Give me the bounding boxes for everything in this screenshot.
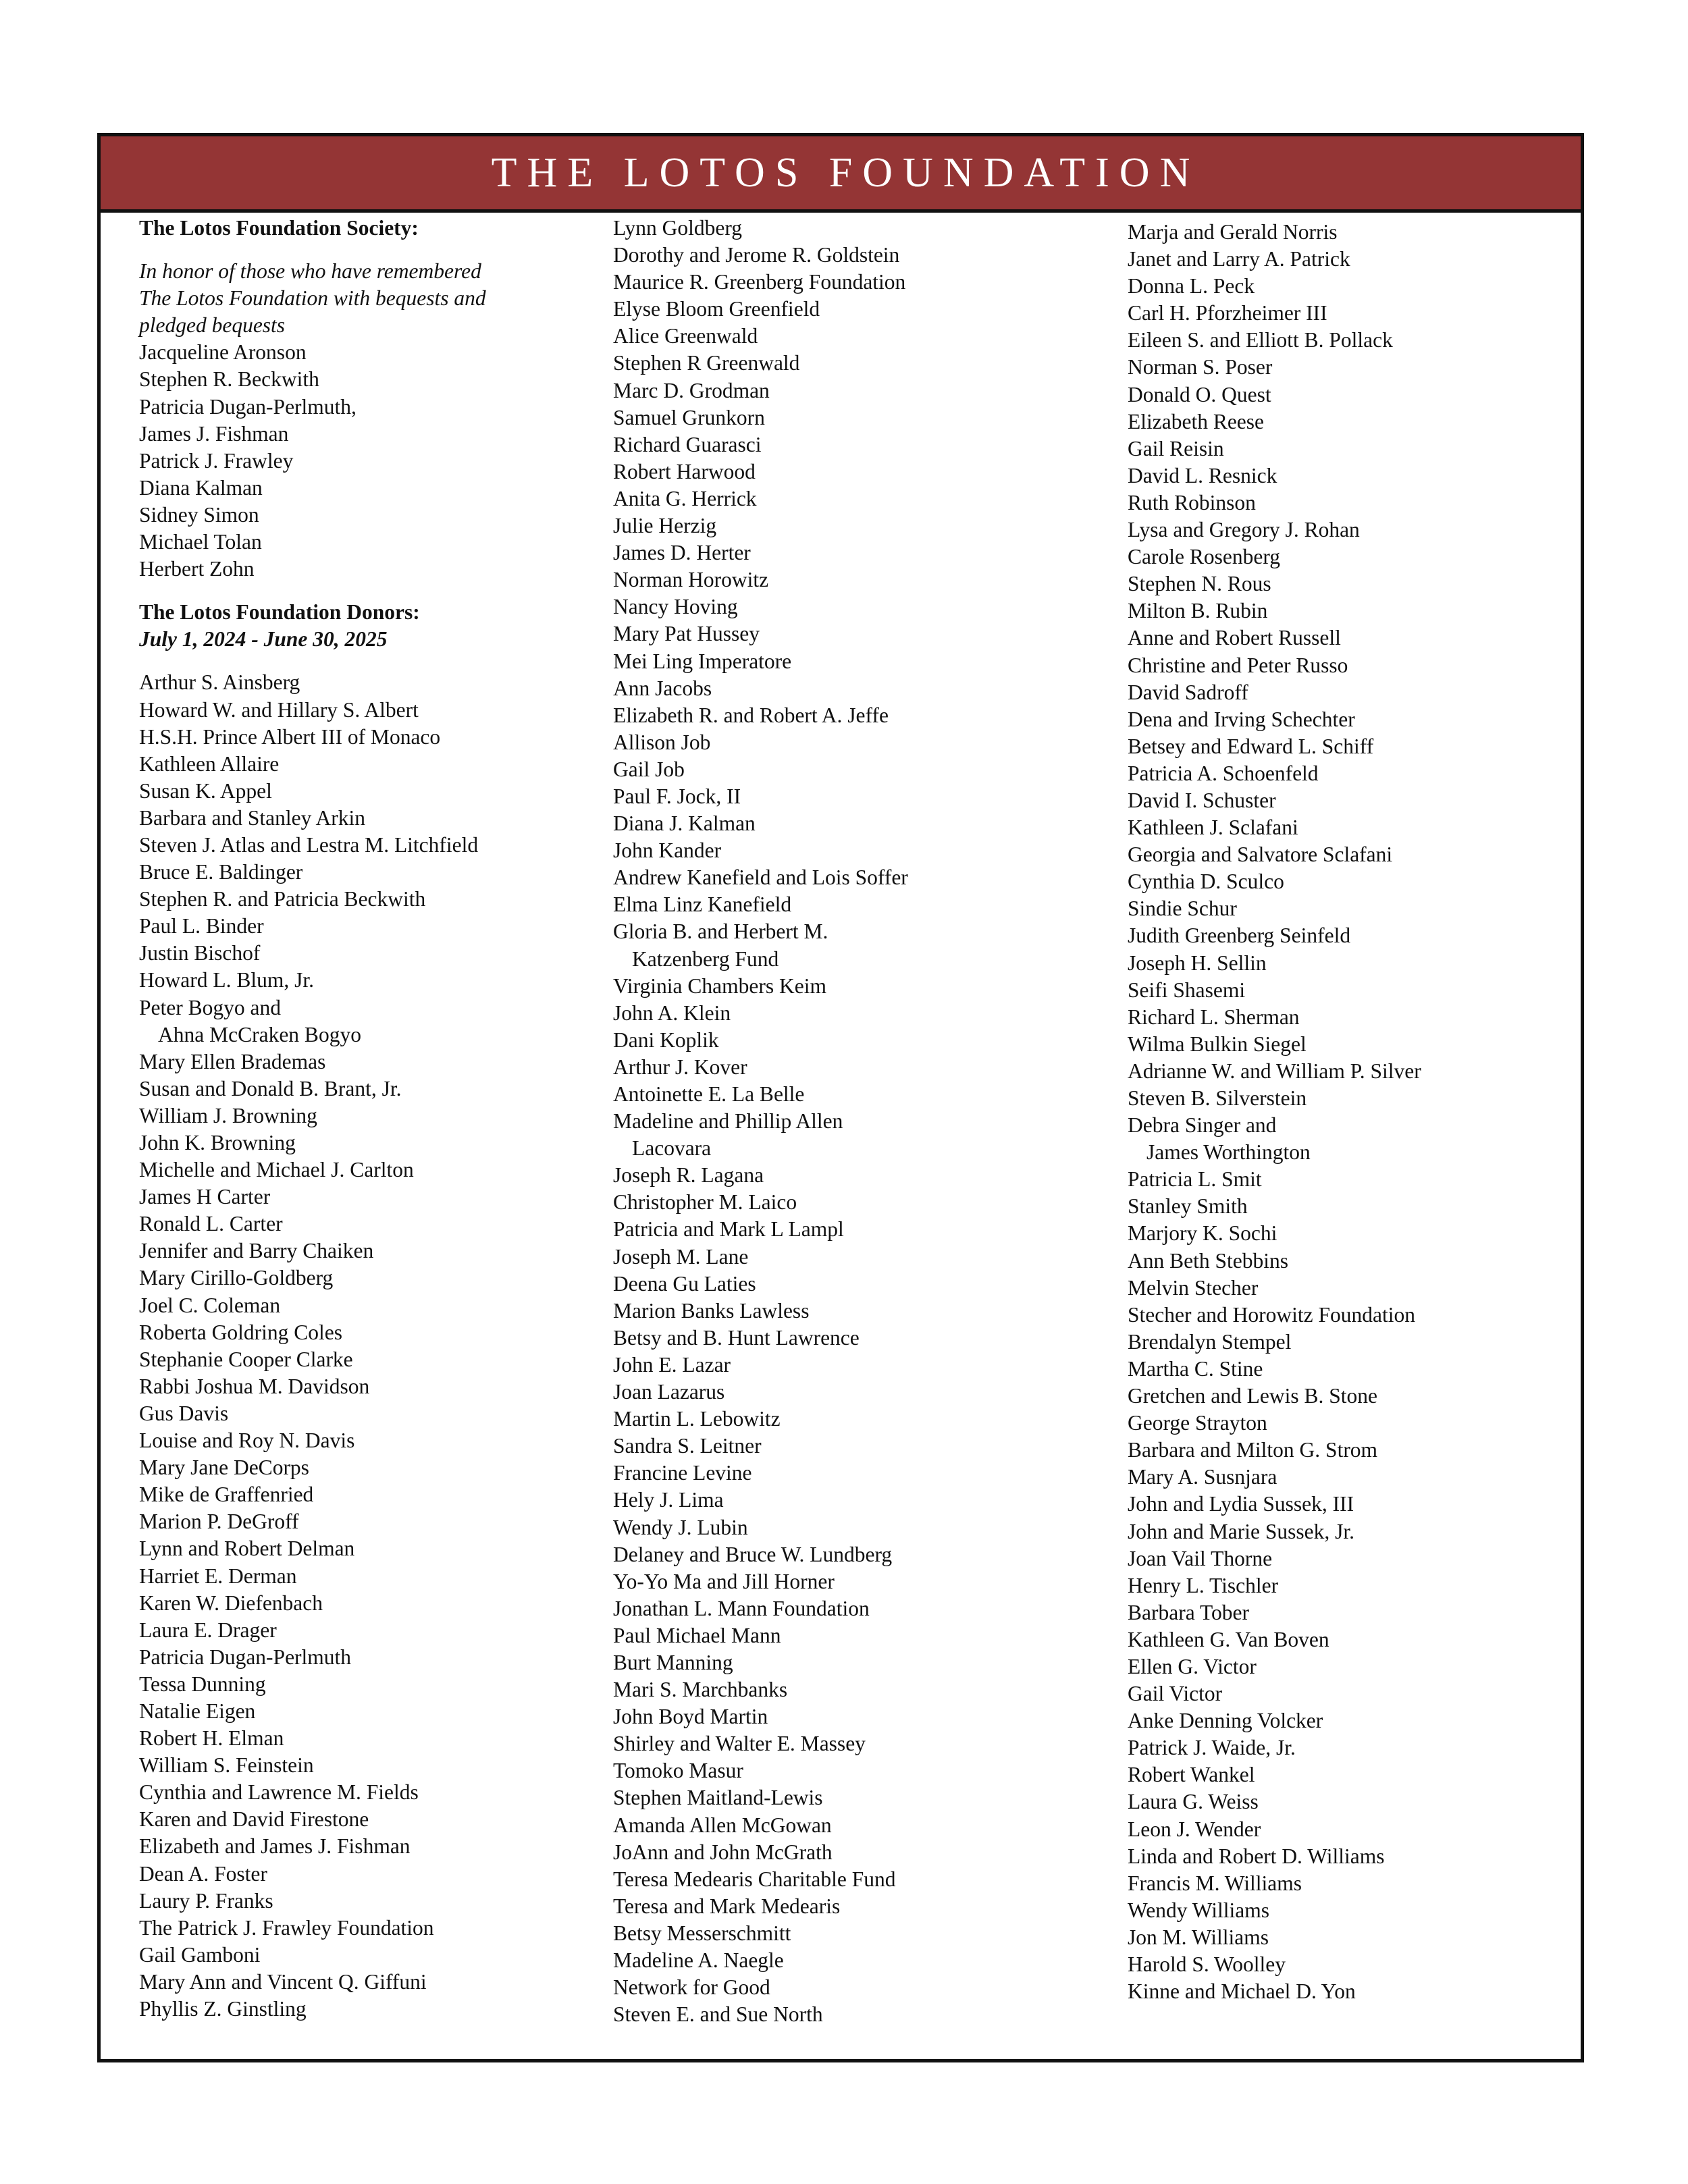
donor-name: Norman Horowitz <box>613 568 769 592</box>
donor-name: Yo-Yo Ma and Jill Horner <box>613 1569 835 1593</box>
donor-name: Katzenberg Fund <box>632 947 779 971</box>
donor-name: Gretchen and Lewis B. Stone <box>1128 1384 1378 1408</box>
donor-name: Elizabeth R. and Robert A. Jeffe <box>613 703 889 727</box>
donor-name: Maurice R. Greenberg Foundation <box>613 270 906 294</box>
donor-name: Roberta Goldring Coles <box>139 1320 342 1344</box>
donor-name: Mei Ling Imperatore <box>613 649 792 673</box>
donor-name: Betsey and Edward L. Schiff <box>1128 734 1374 758</box>
donor-name: Patricia Dugan-Perlmuth <box>139 1645 352 1669</box>
donor-name: Antoinette E. La Belle <box>613 1082 805 1106</box>
donor-name: Stephen N. Rous <box>1128 572 1271 596</box>
society-name: Patrick J. Frawley <box>139 448 294 473</box>
column-2 <box>613 215 908 2028</box>
donor-name: Elizabeth and James J. Fishman <box>139 1834 411 1859</box>
donor-name: Elyse Bloom Greenfield <box>613 297 820 321</box>
donor-name: Paul F. Jock, II <box>613 784 741 808</box>
society-name: Herbert Zohn <box>139 557 255 581</box>
donor-name: Karen W. Diefenbach <box>139 1591 323 1615</box>
donor-name: Teresa and Mark Medearis <box>613 1894 841 1918</box>
donor-name: Steven J. Atlas and Lestra M. Litchfield <box>139 832 479 857</box>
donor-name: Adrianne W. and William P. Silver <box>1128 1059 1421 1083</box>
donor-name: Patricia and Mark L Lampl <box>613 1217 844 1242</box>
donor-name: Joseph R. Lagana <box>613 1163 764 1188</box>
donor-name: William S. Feinstein <box>139 1753 314 1778</box>
donor-name: John K. Browning <box>139 1131 296 1154</box>
donor-name: Kinne and Michael D. Yon <box>1128 1979 1356 2004</box>
donor-name: Betsy and B. Hunt Lawrence <box>613 1325 860 1350</box>
donor-name: Stephen Maitland-Lewis <box>613 1786 823 1810</box>
donor-name: Arthur J. Kover <box>613 1055 747 1079</box>
donor-name: Delaney and Bruce W. Lundberg <box>613 1542 893 1566</box>
donor-name: Diana J. Kalman <box>613 811 756 836</box>
donors-period: July 1, 2024 - June 30, 2025 <box>139 627 388 651</box>
donor-name: Elizabeth Reese <box>1128 409 1265 433</box>
donor-name: Barbara and Stanley Arkin <box>139 805 366 830</box>
donor-name: Mary A. Susnjara <box>1128 1465 1277 1489</box>
donor-name: Sindie Schur <box>1128 897 1237 921</box>
donor-name: Laury P. Franks <box>139 1888 273 1913</box>
donor-name: Donna L. Peck <box>1128 274 1255 298</box>
donor-name: Harriet E. Derman <box>139 1564 297 1588</box>
donor-name: Carl H. Pforzheimer III <box>1128 301 1327 325</box>
donor-name: Bruce E. Baldinger <box>139 860 303 884</box>
donor-name: Madeline and Phillip Allen <box>613 1109 843 1134</box>
donor-name: Justin Bischof <box>139 941 261 965</box>
donor-name: Nancy Hoving <box>613 595 738 619</box>
donor-name: Hely J. Lima <box>613 1488 724 1512</box>
donor-name: Melvin Stecher <box>1128 1275 1259 1300</box>
page-title-banner <box>101 136 1581 213</box>
donor-name: Stephanie Cooper Clarke <box>139 1347 353 1371</box>
donor-name: Joan Vail Thorne <box>1128 1546 1273 1570</box>
donor-name: Barbara Tober <box>1128 1600 1250 1624</box>
donor-name: Sandra S. Leitner <box>613 1434 762 1458</box>
donors-list-column-2 <box>613 215 908 2028</box>
society-intro-line: In honor of those who have remembered <box>139 259 481 284</box>
society-name: Diana Kalman <box>139 475 263 500</box>
donor-name: Richard L. Sherman <box>1128 1005 1300 1029</box>
donor-name: John and Marie Sussek, Jr. <box>1128 1519 1354 1543</box>
donor-name: Seifi Shasemi <box>1128 978 1246 1002</box>
donor-name: Tessa Dunning <box>139 1672 266 1696</box>
donor-name: Mari S. Marchbanks <box>613 1678 788 1702</box>
donor-name: Mary Jane DeCorps <box>139 1456 309 1480</box>
donor-name: Robert H. Elman <box>139 1726 284 1751</box>
donor-name: Lysa and Gregory J. Rohan <box>1128 518 1360 542</box>
column-3 <box>1128 215 1421 2005</box>
donor-name: Dena and Irving Schechter <box>1128 707 1355 731</box>
society-name: Jacqueline Aronson <box>139 340 307 365</box>
donor-name: John Kander <box>613 838 722 863</box>
donor-name: Dean A. Foster <box>139 1861 267 1886</box>
donor-name: Joel C. Coleman <box>139 1293 281 1317</box>
donor-name: Phyllis Z. Ginstling <box>139 1997 307 2021</box>
page-frame <box>97 133 1584 2062</box>
donor-name: Kathleen J. Sclafani <box>1128 816 1298 840</box>
donor-name: Deena Gu Laties <box>613 1271 756 1296</box>
donor-name: Marja and Gerald Norris <box>1128 220 1338 244</box>
donor-name: Gus Davis <box>139 1401 229 1425</box>
donor-name: Georgia and Salvatore Sclafani <box>1128 843 1393 867</box>
society-name: Stephen R. Beckwith <box>139 367 319 392</box>
donor-name: Paul Michael Mann <box>613 1623 781 1647</box>
donor-name: Debra Singer and <box>1128 1113 1277 1138</box>
donor-name: Henry L. Tischler <box>1128 1573 1279 1597</box>
donor-name: Stephen R. and Patricia Beckwith <box>139 887 426 911</box>
donor-name: Samuel Grunkorn <box>613 405 765 429</box>
donor-name: Gail Victor <box>1128 1682 1223 1706</box>
donor-name: Betsy Messerschmitt <box>613 1921 791 1945</box>
donor-name: Barbara and Milton G. Strom <box>1128 1438 1378 1462</box>
society-name: Michael Tolan <box>139 530 262 554</box>
donor-name: Christopher M. Laico <box>613 1190 797 1215</box>
column-1 <box>139 215 486 2023</box>
donor-name: H.S.H. Prince Albert III of Monaco <box>139 724 441 749</box>
donor-name: Francis M. Williams <box>1128 1871 1302 1895</box>
donor-name: Peter Bogyo and <box>139 995 281 1019</box>
donor-name: Dani Koplik <box>613 1028 719 1052</box>
donor-name: Lynn Goldberg <box>613 216 743 240</box>
donor-name: Anne and Robert Russell <box>1128 626 1341 650</box>
donor-name: Susan and Donald B. Brant, Jr. <box>139 1076 402 1100</box>
page-title: THE LOTOS FOUNDATION <box>491 149 1201 196</box>
donor-name: Marion Banks Lawless <box>613 1298 810 1323</box>
donor-name: Judith Greenberg Seinfeld <box>1128 924 1351 948</box>
donor-name: David Sadroff <box>1128 680 1248 704</box>
donor-name: Donald O. Quest <box>1128 382 1271 406</box>
donor-name: James D. Herter <box>613 541 751 565</box>
donor-name: Ruth Robinson <box>1128 490 1256 514</box>
donor-name: Mary Ann and Vincent Q. Giffuni <box>139 1969 427 1994</box>
donor-name: Natalie Eigen <box>139 1699 256 1723</box>
donor-name: Patricia L. Smit <box>1128 1167 1262 1192</box>
donor-name: Marc D. Grodman <box>613 378 770 402</box>
donor-name: Tomoko Masur <box>613 1759 743 1783</box>
donor-name: Ahna McCraken Bogyo <box>158 1022 361 1046</box>
donor-name: Allison Job <box>613 730 711 754</box>
donor-name: Madeline A. Naegle <box>613 1948 784 1972</box>
donor-name: Wendy J. Lubin <box>613 1515 748 1539</box>
donor-name: Gail Gamboni <box>139 1942 261 1967</box>
donor-name: Mary Cirillo-Goldberg <box>139 1266 334 1290</box>
society-intro-line: The Lotos Foundation with bequests and <box>139 286 486 311</box>
donor-name: Elma Linz Kanefield <box>613 893 792 917</box>
donors-list-column-1 <box>139 669 486 2023</box>
donor-name: John A. Klein <box>613 1001 731 1025</box>
donor-name: John Boyd Martin <box>613 1705 768 1729</box>
donor-name: Ellen G. Victor <box>1128 1654 1257 1678</box>
donor-name: Brendalyn Stempel <box>1128 1329 1292 1354</box>
donor-name: Lynn and Robert Delman <box>139 1537 355 1561</box>
donor-name: Norman S. Poser <box>1128 355 1273 379</box>
donor-name: Kathleen G. Van Boven <box>1128 1627 1329 1651</box>
donor-name: Stanley Smith <box>1128 1194 1248 1219</box>
donor-name: Julie Herzig <box>613 514 717 538</box>
donor-name: Gail Job <box>613 757 685 781</box>
donor-name: Steven E. and Sue North <box>613 2002 823 2027</box>
donor-name: Louise and Roy N. Davis <box>139 1429 355 1453</box>
donor-name: Lacovara <box>632 1136 712 1161</box>
donor-name: William J. Browning <box>139 1103 317 1127</box>
society-intro <box>139 258 486 339</box>
donor-name: James H Carter <box>139 1185 271 1209</box>
donor-name: JoAnn and John McGrath <box>613 1840 833 1864</box>
donor-name: Harold S. Woolley <box>1128 1952 1286 1976</box>
donor-name: Jennifer and Barry Chaiken <box>139 1239 374 1263</box>
donor-name: Mary Ellen Brademas <box>139 1049 326 1073</box>
society-names-list <box>139 339 486 583</box>
donor-name: Janet and Larry A. Patrick <box>1128 247 1350 271</box>
donor-name: Mary Pat Hussey <box>613 622 760 646</box>
donor-name: Richard Guarasci <box>613 432 762 456</box>
donor-name: Shirley and Walter E. Massey <box>613 1732 866 1756</box>
donor-name: Laura E. Drager <box>139 1618 277 1642</box>
donor-name: Leon J. Wender <box>1128 1817 1261 1841</box>
donor-name: Christine and Peter Russo <box>1128 653 1348 677</box>
donor-name: Robert Harwood <box>613 459 756 483</box>
donor-name: Amanda Allen McGowan <box>613 1813 832 1837</box>
donor-name: Ronald L. Carter <box>139 1212 283 1236</box>
donor-name: Mike de Graffenried <box>139 1483 314 1507</box>
donor-name: Cynthia and Lawrence M. Fields <box>139 1780 419 1805</box>
donor-name: Network for Good <box>613 1975 770 2000</box>
donor-name: Patrick J. Waide, Jr. <box>1128 1736 1296 1760</box>
donor-name: Martha C. Stine <box>1128 1356 1263 1381</box>
donor-name: Marion P. DeGroff <box>139 1510 299 1534</box>
society-intro-line: pledged bequests <box>139 313 286 338</box>
donors-heading: The Lotos Foundation Donors: <box>139 600 420 624</box>
donor-name: Anita G. Herrick <box>613 486 757 510</box>
donor-name: George Strayton <box>1128 1411 1267 1435</box>
society-heading: The Lotos Foundation Society: <box>139 216 419 240</box>
donors-list-column-3 <box>1128 219 1421 2005</box>
donor-name: Dorothy and Jerome R. Goldstein <box>613 243 900 267</box>
donor-name: Paul L. Binder <box>139 914 264 938</box>
donor-name: Carole Rosenberg <box>1128 545 1280 569</box>
donor-name: Wendy Williams <box>1128 1898 1269 1922</box>
donor-name: Stecher and Horowitz Foundation <box>1128 1302 1416 1327</box>
donor-name: Jonathan L. Mann Foundation <box>613 1596 870 1620</box>
donor-name: Steven B. Silverstein <box>1128 1086 1307 1110</box>
donor-name: Anke Denning Volcker <box>1128 1709 1323 1733</box>
donor-name: Karen and David Firestone <box>139 1807 369 1832</box>
society-name: Patricia Dugan-Perlmuth, <box>139 394 357 419</box>
donor-name: Gloria B. and Herbert M. <box>613 920 828 944</box>
donor-name: Milton B. Rubin <box>1128 599 1268 623</box>
donor-name: John E. Lazar <box>613 1352 731 1377</box>
donor-name: Joseph H. Sellin <box>1128 951 1267 975</box>
donor-name: Teresa Medearis Charitable Fund <box>613 1867 896 1891</box>
donor-name: Andrew Kanefield and Lois Soffer <box>613 865 908 890</box>
donor-name: Ann Beth Stebbins <box>1128 1248 1289 1273</box>
donor-name: James Worthington <box>1146 1140 1311 1165</box>
donor-name: Howard L. Blum, Jr. <box>139 968 314 992</box>
donor-name: Joan Lazarus <box>613 1380 725 1404</box>
society-name: James J. Fishman <box>139 421 289 446</box>
donor-name: Susan K. Appel <box>139 778 272 803</box>
donor-name: Ann Jacobs <box>613 676 712 700</box>
donor-name: Wilma Bulkin Siegel <box>1128 1032 1307 1056</box>
donor-name: Eileen S. and Elliott B. Pollack <box>1128 328 1393 352</box>
donor-name: Michelle and Michael J. Carlton <box>139 1158 414 1182</box>
donor-name: Francine Levine <box>613 1461 752 1485</box>
society-name: Sidney Simon <box>139 502 259 527</box>
donor-name: Joseph M. Lane <box>613 1244 749 1269</box>
donor-name: Marjory K. Sochi <box>1128 1221 1277 1246</box>
donor-name: Gail Reisin <box>1128 436 1224 460</box>
donor-name: Alice Greenwald <box>613 324 758 348</box>
donor-name: Linda and Robert D. Williams <box>1128 1844 1385 1868</box>
donor-name: Patricia A. Schoenfeld <box>1128 761 1319 785</box>
donor-name: Rabbi Joshua M. Davidson <box>139 1374 370 1398</box>
donor-name: John and Lydia Sussek, III <box>1128 1492 1354 1516</box>
donor-name: Jon M. Williams <box>1128 1925 1269 1949</box>
donor-name: Virginia Chambers Keim <box>613 974 826 998</box>
donor-name: Howard W. and Hillary S. Albert <box>139 697 419 722</box>
donor-name: Robert Wankel <box>1128 1763 1255 1787</box>
donor-name: Burt Manning <box>613 1650 733 1674</box>
donor-name: David I. Schuster <box>1128 788 1276 812</box>
donor-name: Cynthia D. Sculco <box>1128 870 1284 894</box>
donor-name: Laura G. Weiss <box>1128 1790 1259 1814</box>
donor-name: Stephen R Greenwald <box>613 351 800 375</box>
donor-name: David L. Resnick <box>1128 463 1277 487</box>
donor-name: The Patrick J. Frawley Foundation <box>139 1915 434 1940</box>
donor-name: Martin L. Lebowitz <box>613 1407 781 1431</box>
donor-name: Arthur S. Ainsberg <box>139 670 300 695</box>
donor-name: Kathleen Allaire <box>139 751 280 776</box>
